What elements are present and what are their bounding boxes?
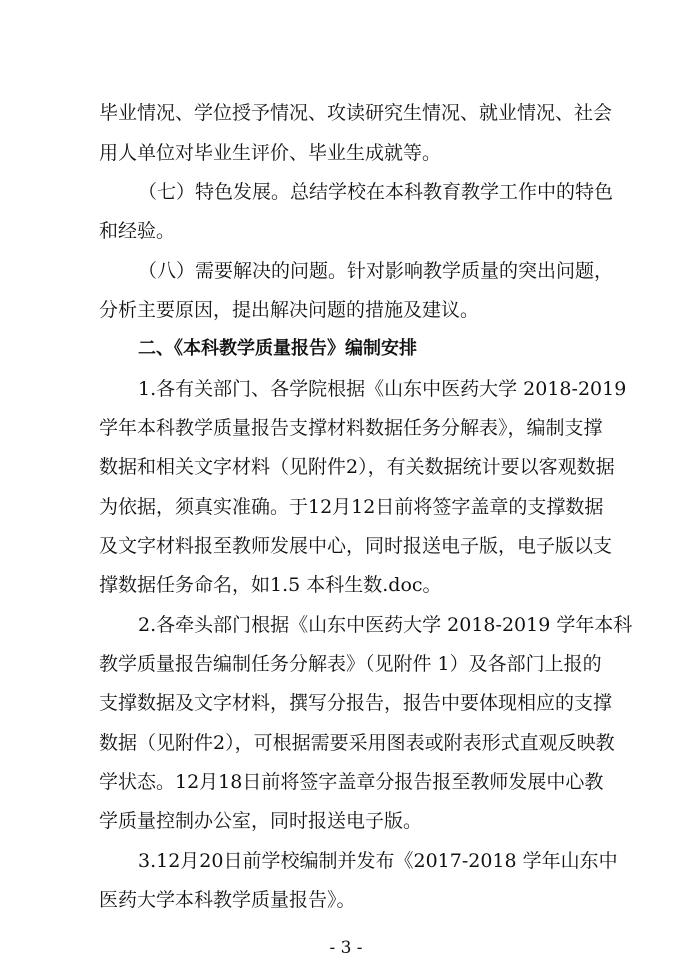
text-line-5: （八）需要解决的问题。针对影响教学质量的突出问题， [138,260,614,282]
text-line-16: 支撑数据及文字材料，撰写分报告，报告中要体现相应的支撑 [99,692,613,714]
text-line-17: 数据（见附件2），可根据需要采用图表或附表形式直观反映教 [99,732,615,754]
text-line-19: 学质量控制办公室，同时报送电子版。 [99,810,423,832]
text-line-14: 2.各牵头部门根据《山东中医药大学 2018-2019 学年本科 [138,614,633,636]
text-line-10: 数据和相关文字材料（见附件2），有关数据统计要以客观数据 [99,456,615,478]
text-line-1: 毕业情况、学位授予情况、攻读研究生情况、就业情况、社会 [99,102,613,124]
text-line-8: 1.各有关部门、各学院根据《山东中医药大学 2018-2019 [138,378,627,400]
text-line-12: 及文字材料报至教师发展中心，同时报送电子版，电子版以支 [99,535,613,557]
text-line-2: 用人单位对毕业生评价、毕业生成就等。 [99,142,442,164]
text-line-18: 学状态。12月18日前将签字盖章分报告报至教师发展中心教 [99,771,604,793]
text-line-4: 和经验。 [99,220,176,242]
text-line-21: 医药大学本科教学质量报告》。 [99,889,356,911]
text-line-9: 学年本科教学质量报告支撑材料数据任务分解表》，编制支撑 [99,417,603,439]
section-heading: 二、《本科教学质量报告》编制安排 [138,338,417,359]
text-line-6: 分析主要原因，提出解决问题的措施及建议。 [99,299,480,321]
page-number: - 3 - [329,938,363,958]
text-line-13: 撑数据任务命名，如1.5 本科生数.doc。 [99,574,442,596]
text-line-15: 教学质量报告编制任务分解表》（见附件 1）及各部门上报的 [99,653,602,675]
text-line-20: 3.12月20日前学校编制并发布《2017-2018 学年山东中 [138,850,618,872]
text-line-11: 为依据，须真实准确。于12月12日前将签字盖章的支撑数据 [99,496,604,518]
text-line-3: （七）特色发展。总结学校在本科教育教学工作中的特色 [138,181,614,203]
